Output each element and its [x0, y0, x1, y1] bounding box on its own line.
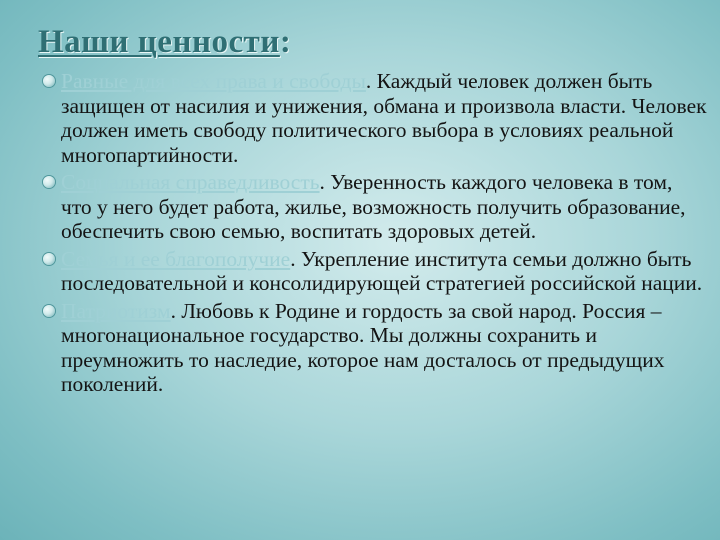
slide-title-text: Наши ценности [38, 24, 280, 60]
slide-title [38, 22, 291, 62]
value-item-patriotism [42, 299, 707, 397]
value-description: Каждый человек должен быть защищен от насилия и унижения, обмана и произвола власти. Человек должен иметь свободу политического выбора в условиях реальной многопартийности. [61, 69, 707, 167]
value-separator: . [319, 170, 325, 194]
value-item-social-justice [42, 170, 707, 244]
value-description: Укрепление института семьи должно быть последовательной и консолидирующей стратегией российской нации. [61, 246, 703, 295]
slide-title-colon: : [279, 24, 292, 60]
value-item-body [61, 299, 707, 397]
value-item-body [61, 69, 707, 167]
bullet-icon [43, 253, 55, 265]
bullet-icon [43, 75, 55, 87]
value-description: Любовь к Родине и гордость за свой народ. Россия – многонациональное государство. Мы должны сохранить и преумножить то наследие, которое нам досталось от предыдущих поколений. [61, 298, 665, 396]
value-item-body [61, 247, 707, 296]
value-separator: . [365, 69, 372, 93]
value-topic-link[interactable]: Семья и ее благополучие [61, 246, 291, 271]
bullet-icon [43, 305, 55, 317]
value-topic-link[interactable]: Патриотизм [61, 298, 171, 323]
value-separator: . [290, 246, 296, 271]
value-item-body [61, 170, 707, 244]
bullet-icon [43, 176, 55, 188]
value-topic-link[interactable]: Равные для всех права и свободы [61, 69, 366, 93]
value-separator: . [170, 298, 176, 323]
value-item-rights [42, 69, 707, 167]
value-description: Уверенность каждого человека в том, что у него будет работа, жилье, возможность получить образование, обеспечить свою семью, воспитать здоровых детей. [61, 170, 686, 243]
value-item-family [42, 247, 707, 296]
value-topic-link[interactable]: Социальная справедливость [61, 170, 320, 194]
values-list [42, 69, 707, 400]
